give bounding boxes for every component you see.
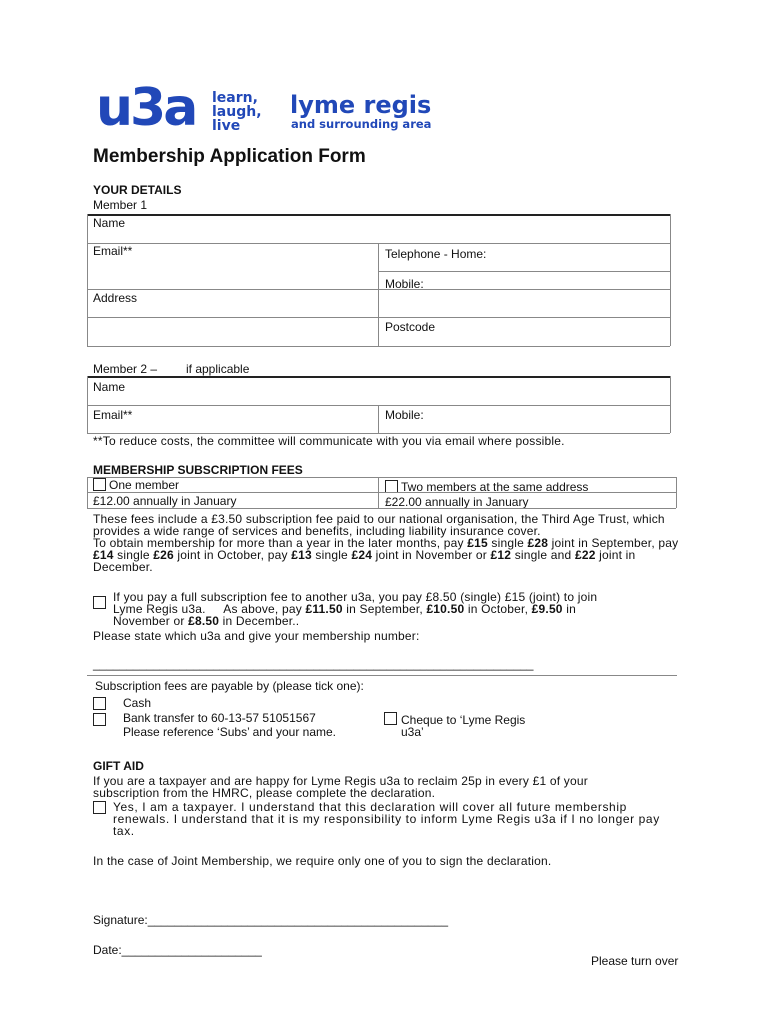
text: Lyme Regis u3a.: [113, 602, 206, 616]
u3a-logo: u3a: [96, 78, 196, 138]
member1-mobile-field[interactable]: Mobile:: [385, 277, 424, 291]
logo-place-sub: and surrounding area: [291, 117, 432, 131]
price: £11.50: [305, 602, 343, 616]
two-members-label: Two members at the same address: [401, 480, 589, 494]
text: If you pay a full subscription fee to another u3a, you pay £8.50 (single) £15 (joint) to join: [113, 590, 598, 604]
text: To obtain membership for more than a year in the later months, pay: [93, 536, 468, 550]
gift-aid-checkbox[interactable]: [93, 801, 106, 814]
tagline-line: laugh,: [212, 104, 262, 120]
border-left: [87, 214, 88, 346]
joint-membership-note: In the case of Joint Membership, we require only one of you to sign the declaration.: [93, 854, 552, 868]
other-u3a-checkbox[interactable]: [93, 596, 106, 609]
border-right: [670, 376, 671, 433]
price: £22: [574, 548, 596, 562]
member2-mobile-field[interactable]: Mobile:: [385, 408, 424, 422]
member2-heading: Member 2 –: [93, 362, 158, 376]
divider: [87, 317, 670, 318]
divider: [87, 675, 677, 676]
text: in October,: [464, 602, 532, 616]
text: As above, pay: [223, 602, 306, 616]
member2-email-field[interactable]: Email**: [93, 408, 133, 422]
gift-aid-declaration: Yes, I am a taxpayer. I understand that this declaration will cover all future membership renewals. I understand that it is my responsibility to inform Lyme Regis u3a if I no longer pay tax.: [113, 800, 660, 838]
member1-label: Member 1: [93, 198, 148, 212]
your-details-heading: YOUR DETAILS: [93, 183, 182, 197]
bank-transfer-label: Bank transfer to 60-13-57 51051567: [123, 711, 316, 725]
price: £10.50: [426, 602, 465, 616]
price: £12: [490, 548, 512, 562]
text: single: [113, 548, 154, 562]
border-left: [87, 376, 88, 433]
text: joint in November or: [372, 548, 491, 562]
email-note: **To reduce costs, the committee will communicate with you via email where possible.: [93, 434, 565, 448]
price: £15: [467, 536, 488, 550]
checkbox[interactable]: [93, 478, 106, 491]
price: £28: [527, 536, 549, 550]
fees-paragraph-1: These fees include a £3.50 subscription fee paid to our national organisation, the Third Age Trust, which provides a wide range of services and benefits, including liability insurance cover.: [93, 512, 665, 538]
border-right: [676, 477, 677, 508]
text: joint in December.: [93, 548, 636, 574]
logo-tagline: [212, 91, 262, 133]
price: £14: [93, 548, 114, 562]
one-member-label: One member: [109, 478, 180, 492]
u3a-number-field[interactable]: __________________________________________________________________: [93, 657, 534, 671]
member1-telephone-field[interactable]: Telephone - Home:: [385, 247, 487, 261]
gift-aid-heading: GIFT AID: [93, 759, 144, 773]
divider: [87, 492, 676, 493]
cash-checkbox[interactable]: [93, 697, 106, 710]
price: £13: [291, 548, 312, 562]
price: £26: [153, 548, 174, 562]
signature-field[interactable]: Signature:_____________________________________________: [93, 913, 449, 927]
divider: [87, 376, 670, 378]
tagline-line: live: [212, 118, 241, 134]
fees-paragraph-2: [93, 537, 683, 573]
text: single: [311, 548, 352, 562]
payment-heading: Subscription fees are payable by (please tick one):: [95, 679, 364, 693]
date-field[interactable]: Date:_____________________: [93, 943, 262, 957]
member1-postcode-field[interactable]: Postcode: [385, 320, 436, 334]
divider: [378, 271, 670, 272]
border-left: [87, 477, 88, 508]
bank-reference-label: Please reference ‘Subs’ and your name.: [123, 725, 337, 739]
divider: [87, 508, 676, 509]
state-u3a-prompt: Please state which u3a and give your membership number:: [93, 629, 420, 643]
tagline-line: learn,: [212, 90, 258, 106]
two-members-price: £22.00 annually in January: [385, 495, 529, 509]
cheque-checkbox[interactable]: [384, 712, 397, 725]
text: single: [487, 536, 528, 550]
text: joint in October, pay: [173, 548, 292, 562]
text: in September,: [342, 602, 427, 616]
divider: [87, 214, 670, 216]
text: joint in September, pay: [548, 536, 679, 550]
gift-aid-paragraph: If you are a taxpayer and are happy for Lyme Regis u3a to reclaim 25p in every £1 of your subscription from the HMRC, please complete the declaration.: [93, 774, 588, 800]
text: November or: [113, 614, 189, 628]
member1-email-field[interactable]: Email**: [93, 244, 133, 258]
other-u3a-text: [113, 591, 673, 627]
cheque-label-2: u3a’: [401, 725, 424, 739]
price: £24: [351, 548, 373, 562]
logo-place: lyme regis: [290, 91, 432, 119]
member1-address-field[interactable]: Address: [93, 291, 138, 305]
bank-transfer-checkbox[interactable]: [93, 713, 106, 726]
divider: [87, 289, 670, 290]
text: in December..: [219, 614, 300, 628]
member1-name-field[interactable]: Name: [93, 216, 126, 230]
price: £9.50: [531, 602, 563, 616]
one-member-price: £12.00 annually in January: [93, 494, 237, 508]
member2-name-field[interactable]: Name: [93, 380, 126, 394]
column-divider: [378, 243, 379, 346]
cash-label: Cash: [123, 696, 152, 710]
column-divider: [378, 477, 379, 508]
cheque-label: Cheque to ‘Lyme Regis: [401, 713, 526, 727]
one-member-option[interactable]: [93, 478, 179, 492]
fees-heading: MEMBERSHIP SUBSCRIPTION FEES: [93, 463, 303, 477]
turn-over-note: Please turn over: [591, 954, 679, 968]
column-divider: [378, 405, 379, 433]
text: in: [562, 602, 576, 616]
member2-note: if applicable: [186, 362, 250, 376]
form-title: Membership Application Form: [93, 146, 366, 167]
price: £8.50: [188, 614, 220, 628]
border-right: [670, 214, 671, 346]
divider: [87, 346, 670, 347]
text: single and: [511, 548, 575, 562]
